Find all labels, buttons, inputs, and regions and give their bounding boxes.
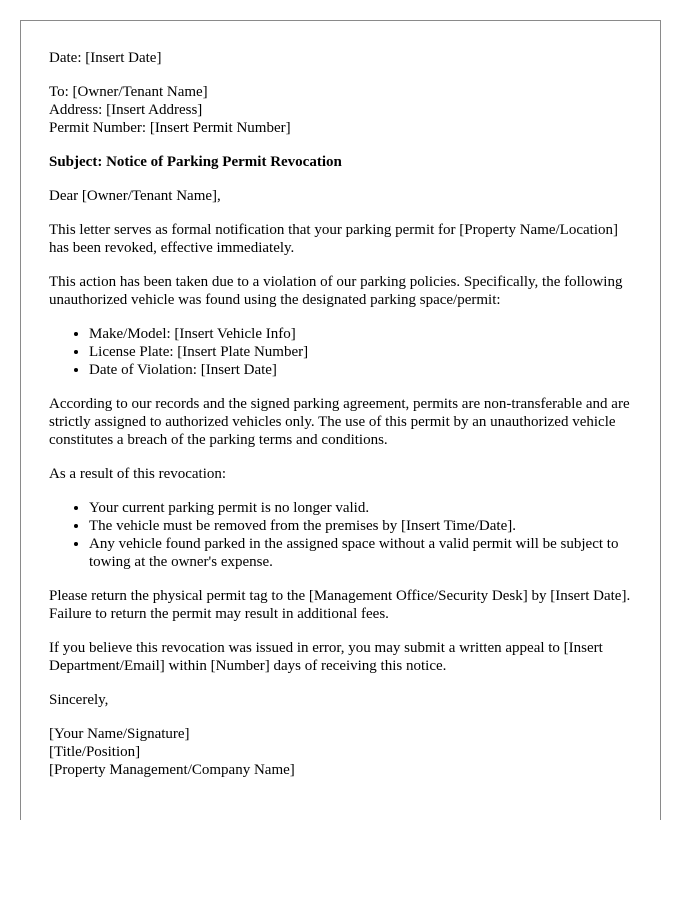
permit-number: Permit Number: [Insert Permit Number] [49, 120, 291, 136]
recipient-block [49, 83, 634, 137]
signature-title: [Title/Position] [49, 744, 141, 760]
recipient-address: Address: [Insert Address] [49, 102, 203, 118]
paragraph-records: According to our records and the signed parking agreement, permits are non-transferable and are strictly assigned to authorized vehicles only. The use of this permit by an unauthorized vehicle constitutes a breach of the parking terms and conditions. [49, 396, 630, 448]
date-line: Date: [Insert Date] [49, 50, 162, 66]
paragraph-result: As a result of this revocation: [49, 466, 227, 482]
consequence-list [49, 499, 634, 571]
list-item: • Make/Model: [Insert Vehicle Info] [89, 325, 634, 343]
list-item: • Date of Violation: [Insert Date] [89, 361, 634, 379]
paragraph-intro: This letter serves as formal notification that your parking permit for [Property Name/Location] has been revoked, effective immediately. [49, 222, 618, 256]
list-item: • License Plate: [Insert Plate Number] [89, 343, 634, 361]
paragraph-appeal: If you believe this revocation was issued in error, you may submit a written appeal to [Insert Department/Email] within [Number] days of receiving this notice. [49, 640, 603, 674]
list-item: • The vehicle must be removed from the premises by [Insert Time/Date]. [89, 517, 634, 535]
list-item: • Any vehicle found parked in the assigned space without a valid permit will be subject to towing at the owner's expense. [89, 535, 634, 571]
letter-body [49, 49, 634, 795]
signature-company: [Property Management/Company Name] [49, 762, 295, 778]
paragraph-violation: This action has been taken due to a violation of our parking policies. Specifically, the following unauthorized vehicle was found using the designated parking space/permit: [49, 274, 623, 308]
salutation: Dear [Owner/Tenant Name], [49, 188, 221, 204]
letter-page [20, 20, 661, 820]
paragraph-return: Please return the physical permit tag to the [Management Office/Security Desk] by [Insert Date]. Failure to return the permit may result in additional fees. [49, 588, 631, 622]
vehicle-info-list [49, 325, 634, 379]
subject-line: Subject: Notice of Parking Permit Revocation [49, 154, 342, 170]
closing: Sincerely, [49, 692, 109, 708]
signature-name: [Your Name/Signature] [49, 726, 190, 742]
list-item: • Your current parking permit is no longer valid. [89, 499, 634, 517]
recipient-to: To: [Owner/Tenant Name] [49, 84, 208, 100]
signature-block [49, 725, 634, 779]
